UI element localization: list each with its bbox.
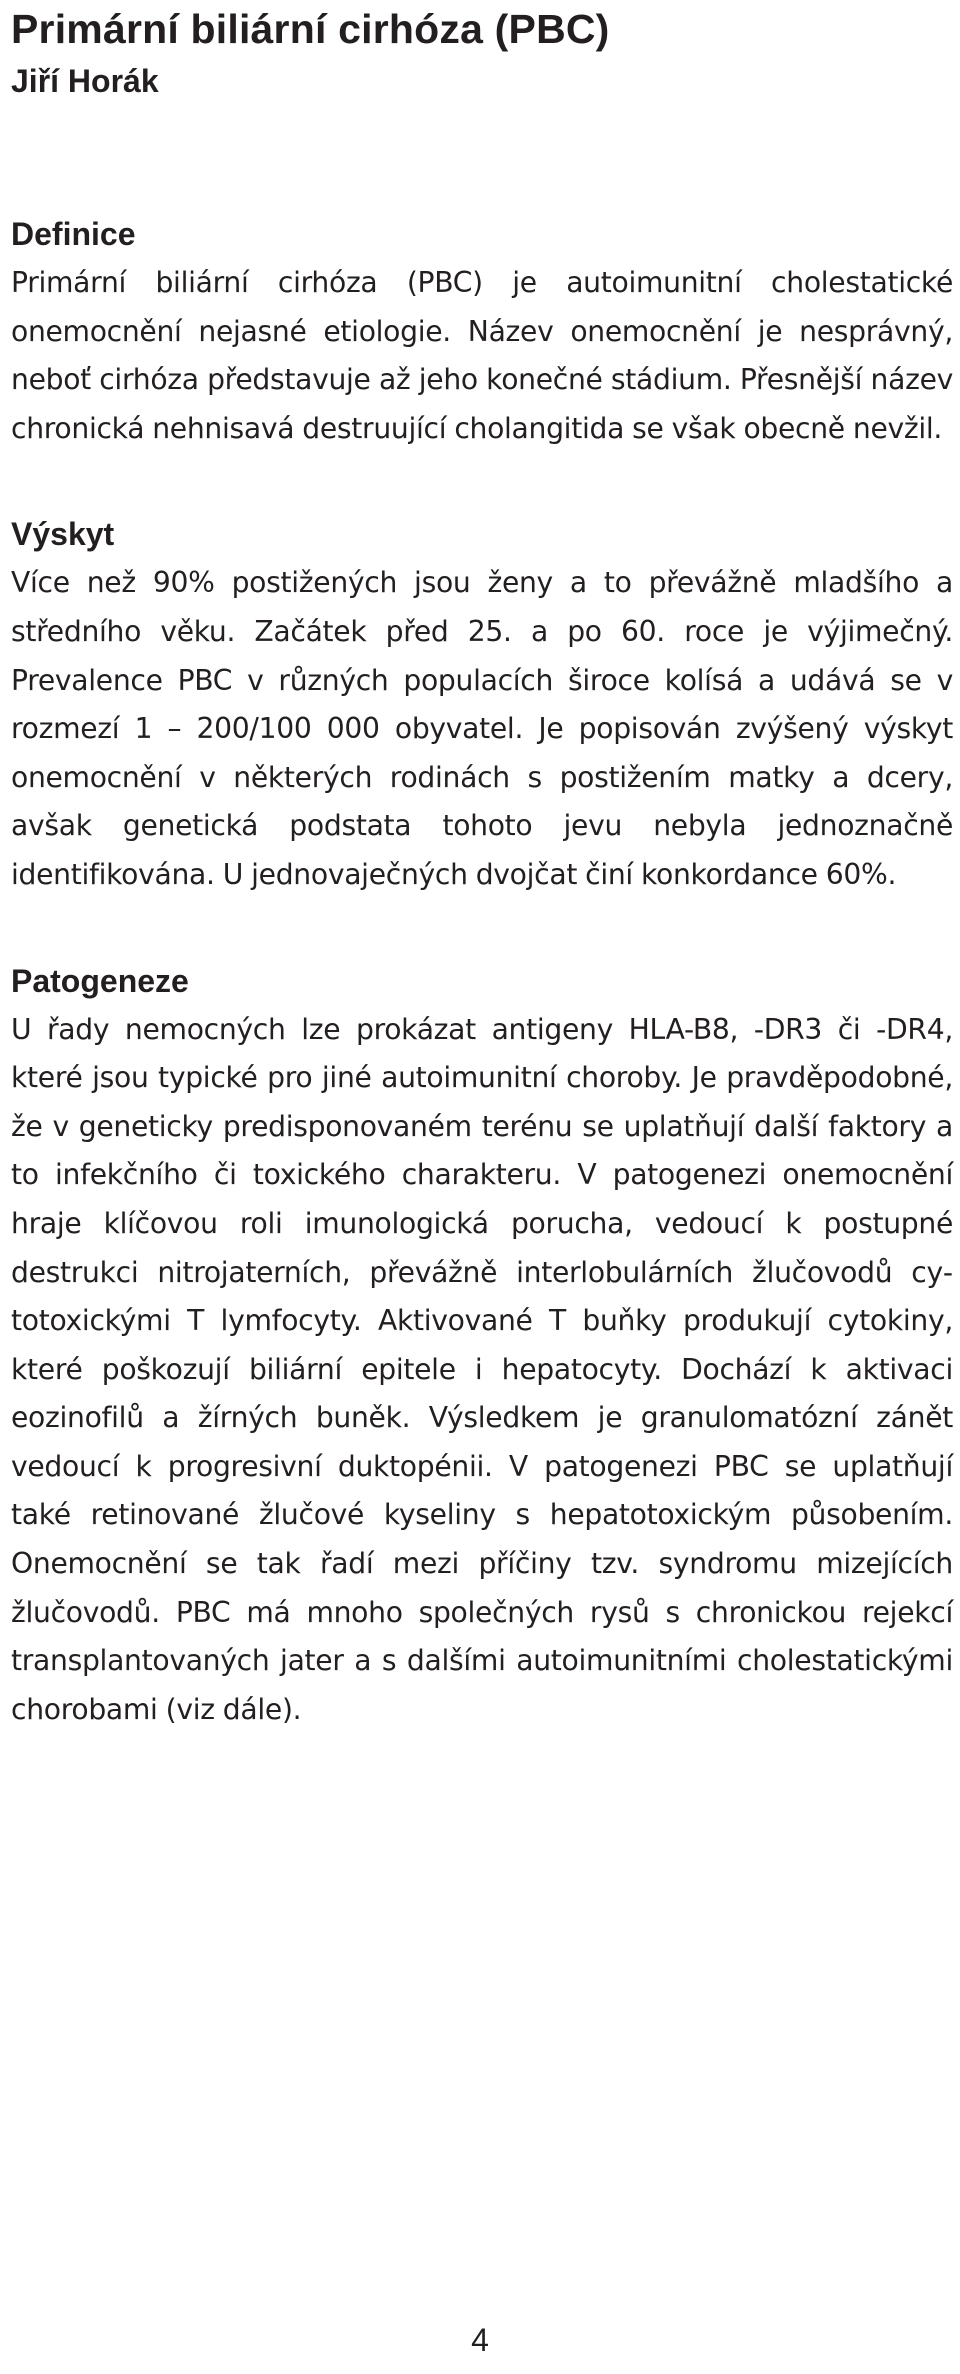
document-author: Jiří Horák bbox=[11, 63, 159, 99]
section-text-vyskyt: Více než 90% postižených jsou ženy a to převážně mladšího a středního věku. Začátek před 25. a po 60. roce je výjimečný. Prevalence PBC v různých populacích široce kolísá a udává se v rozmezí 1 – 200/100 000 obyvatel. Je popisován zvýšený výskyt onemocnění v některých rodinách s postižením matky a dcery, avšak genetická podstata tohoto jevu nebyla jednoznačně identifikována. U jednovaječných dvojčat činí konkordance 60%. bbox=[11, 566, 953, 891]
section-heading-patogeneze: Patogeneze bbox=[11, 962, 189, 999]
section-heading-definice: Definice bbox=[11, 216, 136, 252]
section-definice bbox=[11, 209, 953, 453]
document-title: Primární biliární cirhóza (PBC) bbox=[11, 6, 610, 52]
document-content bbox=[11, 0, 953, 1734]
section-text-definice: Primární biliární cirhóza (PBC) je autoimunitní cholestatické onemocnění nejasné etiologie. Název onemocnění je nesprávný, neboť cirhóza představuje až jeho konečné stádium. Přesnější název chronická nehnisavá destruující cholangitida se však obecně nevžil. bbox=[11, 266, 953, 445]
section-text-patogeneze: U řady nemocných lze prokázat antigeny HLA-B8, -DR3 či -DR4, které jsou typické pro jiné autoimunitní choroby. Je pravděpodobné, že v geneticky predisponovaném terénu se uplatňují další faktory a to infekčního či toxického charakteru. V patogenezi onemocnění hraje klíčovou roli imunologická porucha, vedoucí k postupné destrukci nitrojaterních, převážně interlobulárních žlučovodů cytotoxickými T lymfocyty. Aktivované T buňky produkují cytokiny, které poškozují biliární epitele i hepatocyty. Dochází k aktivaci eozinofilů a žírných buněk. Výsledkem je granulomatózní zánět vedoucí k progresivní duktopénii. V patogenezi PBC se uplatňují také retinované žlučové kyseliny s hepatotoxickým působením. Onemocnění se tak řadí mezi příčiny tzv. syndromu mizejících žlučovodů. PBC má mnoho společných rysů s chronickou rejekcí transplantovaných jater a s dalšími autoimunitními cholestatickými chorobami (viz dále). bbox=[11, 1012, 953, 1726]
section-patogeneze bbox=[11, 956, 953, 1735]
section-vyskyt bbox=[11, 509, 953, 899]
page-number: 4 bbox=[471, 2322, 489, 2358]
section-heading-vyskyt: Výskyt bbox=[11, 516, 115, 553]
